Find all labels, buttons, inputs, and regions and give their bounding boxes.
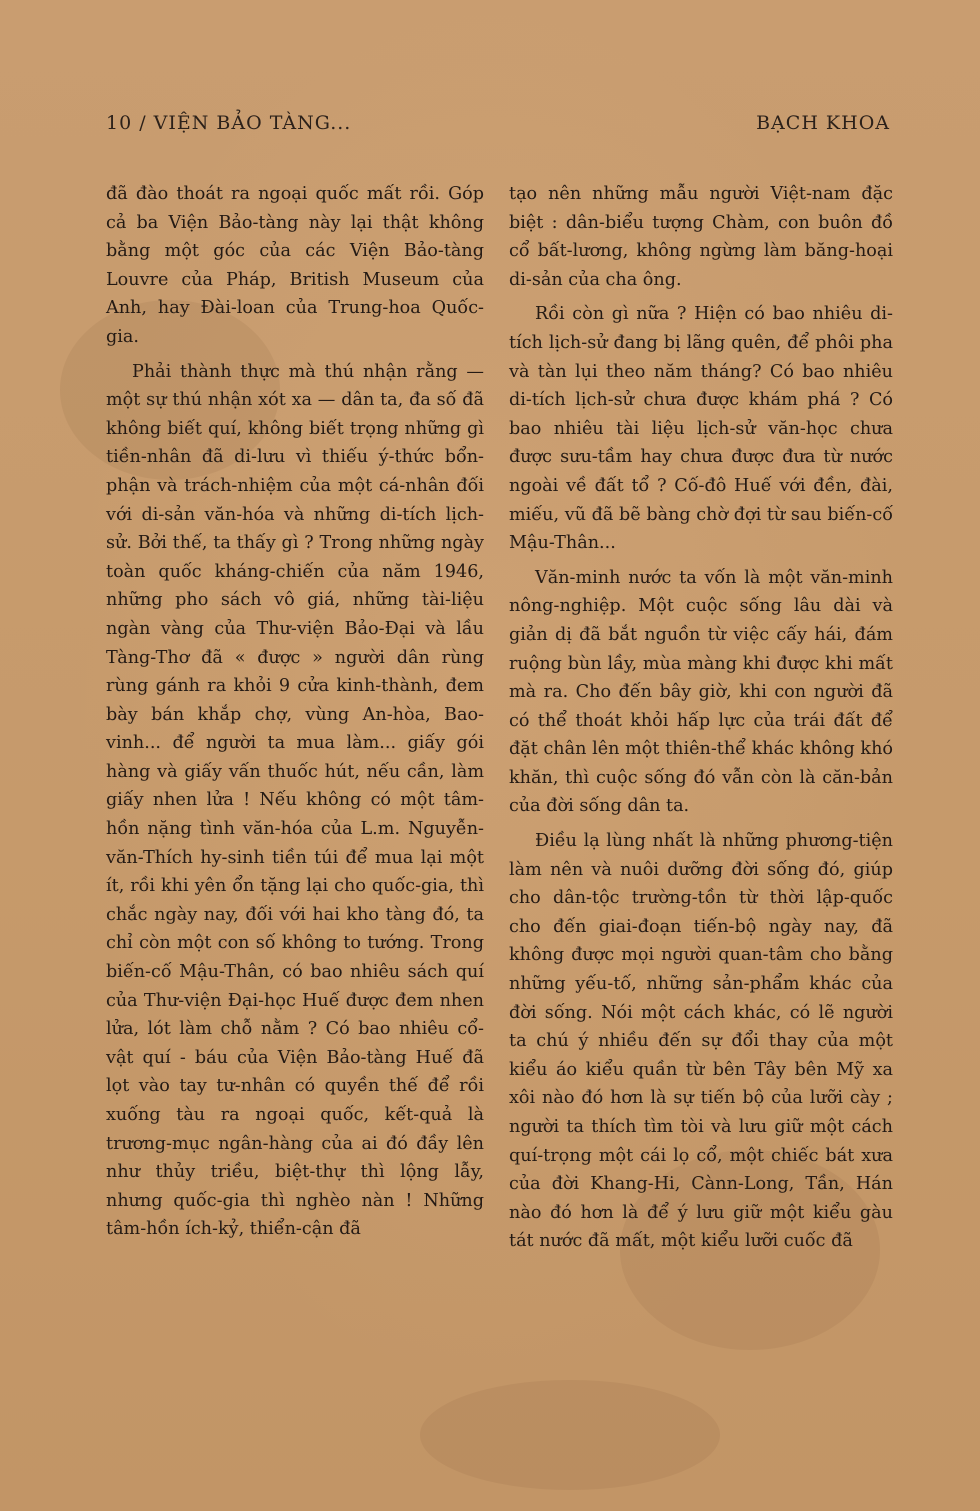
paragraph: Điều lạ lùng nhất là những phương-tiện làm nên và nuôi dưỡng đời sống đó, giúp cho dân-tộc trường-tồn từ thời lập-quốc cho đến giai-đoạn tiến-bộ ngày nay, đã không được mọi người quan-tâm cho bằng những yếu-tố, những sản-phẩm khác của đời sống. Nói một cách khác, có lẽ người ta chú ý nhiều đến sự đổi thay của một kiểu áo kiểu quần từ bên Tây bên Mỹ xa xôi nào đó hơn là sự tiến bộ của lưỡi cày ; người ta thích tìm tòi và lưu giữ một cách quí-trọng một cái lọ cổ, một chiếc bát xưa của đời Khang-Hi, Cànn-Long, Tần, Hán nào đó hơn là để ý lưu giữ một kiểu gàu tát nước đã mất, một kiểu lưỡi cuốc đã xyxy=(509,831,893,1252)
paper-stain xyxy=(420,1380,720,1490)
header-magazine-name: BẠCH KHOA xyxy=(756,112,890,134)
text-column-right xyxy=(509,180,893,1256)
text-column-left xyxy=(106,180,484,1244)
paragraph: Văn-minh nước ta vốn là một văn-minh nông-nghiệp. Một cuộc sống lâu dài và giản dị đã bắt nguồn từ việc cấy hái, đám ruộng bùn lầy, mùa màng khi được khi mất mà ra. Cho đến bây giờ, khi con người đã có thể thoát khỏi hấp lực của trái đất để đặt chân lên một thiên-thể khác không khó khăn, thì cuộc sống đó vẫn còn là căn-bản của đời sống dân ta. xyxy=(509,567,893,817)
paragraph: tạo nên những mẫu người Việt-nam đặc biệt : dân-biểu tượng Chàm, con buôn đồ cổ bất-lương, không ngừng làm băng-hoại di-sản của cha ông. xyxy=(509,184,893,290)
paragraph: Phải thành thực mà thú nhận rằng — một sự thú nhận xót xa — dân ta, đa số đã không biết quí, không biết trọng những gì tiền-nhân đã di-lưu vì thiếu ý-thức bổn-phận và trách-nhiệm của một cá-nhân đối với di-sản văn-hóa và những di-tích lịch-sử. Bởi thế, ta thấy gì ? Trong những ngày toàn quốc kháng-chiến của năm 1946, những pho sách vô giá, những tài-liệu ngàn vàng của Thư-viện Bảo-Đại và lầu Tàng-Thơ đã « được » người dân rùng rùng gánh ra khỏi 9 cửa kinh-thành, đem bày bán khắp chợ, vùng An-hòa, Bao-vinh... để người ta mua làm... giấy gói hàng và giấy vấn thuốc hút, nếu cần, làm giấy nhen lửa ! Nếu không có một tâm-hồn nặng tình văn-hóa của L.m. Nguyễn-văn-Thích hy-sinh tiền túi để mua lại một ít, rồi khi yên ổn tặng lại cho quốc-gia, thì chắc ngày nay, đối với hai kho tàng đó, ta chỉ còn một con số không to tướng. Trong biến-cố Mậu-Thân, có bao nhiêu sách quí của Thư-viện Đại-học Huế được đem nhen lửa, lót làm chỗ nằm ? Có bao nhiêu cổ-vật quí - báu của Viện Bảo-tàng Huế đã lọt vào tay tư-nhân có quyền thế để rồi xuống tàu ra ngoại quốc, kết-quả là trương-mục ngân-hàng của ai đó đầy lên như thủy triều, biệt-thự thì lộng lẫy, nhưng quốc-gia thì nghèo nàn ! Những tâm-hồn ích-kỷ, thiển-cận đã xyxy=(106,361,484,1240)
running-header xyxy=(106,112,890,142)
paragraph: đã đào thoát ra ngoại quốc mất rồi. Góp cả ba Viện Bảo-tàng này lại thật không bằng một góc của các Viện Bảo-tàng Louvre của Pháp, British Museum của Anh, hay Đài-loan của Trung-hoa Quốc-gia. xyxy=(106,184,484,347)
header-page-title: 10 / VIỆN BẢO TÀNG... xyxy=(106,112,352,134)
paragraph: Rồi còn gì nữa ? Hiện có bao nhiêu di-tích lịch-sử đang bị lãng quên, để phôi pha và tàn lụi theo năm tháng? Có bao nhiêu di-tích lịch-sử chưa được khám phá ? Có bao nhiêu tài liệu lịch-sử văn-học chưa được sưu-tầm hay chưa được đưa từ nước ngoài về đất tổ ? Cố-đô Huế với đền, đài, miếu, vũ đã bẽ bàng chờ đợi từ sau biến-cố Mậu-Thân... xyxy=(509,304,893,554)
